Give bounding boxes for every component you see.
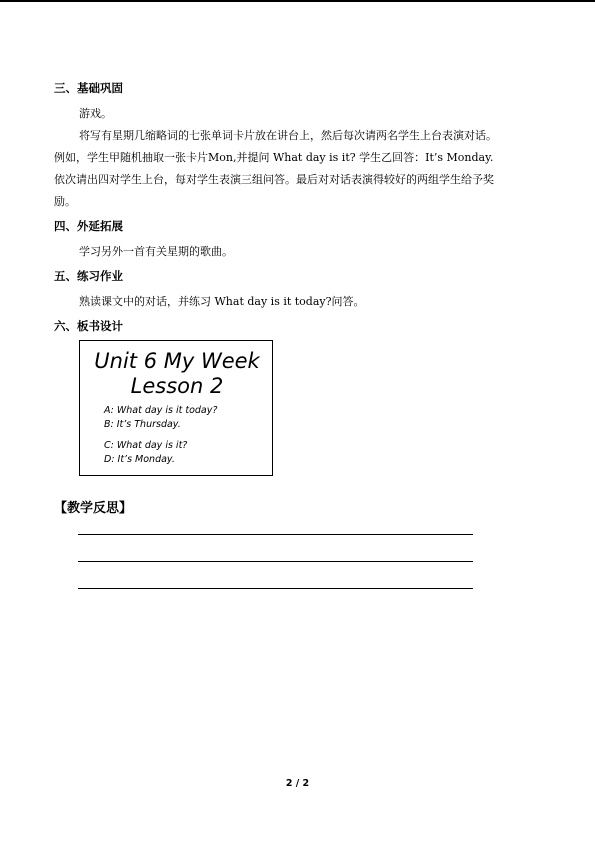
board-line-d: D: It’s Monday. [104,454,175,465]
section-4-heading: 四、外延拓展 [54,219,123,233]
board-title-unit: Unit 6 My Week [94,349,260,373]
writing-line [78,534,473,535]
writing-line [78,588,473,589]
top-rule [0,0,595,2]
board-line-b: B: It’s Thursday. [104,419,181,430]
section-3-line-2: 将写有星期几缩略词的七张单词卡片放在讲台上，然后每次请两名学生上台表演对话。 [79,129,497,142]
board-line-c: C: What day is it? [104,440,188,451]
section-5-heading: 五、练习作业 [54,269,123,283]
reflection-heading: 【教学反思】 [54,501,133,516]
blackboard-design [79,340,273,476]
section-3-line-4: 依次请出四对学生上台，每对学生表演三组问答。最后对对话表演得较好的两组学生给予奖 [54,173,494,186]
writing-line [78,561,473,562]
board-line-a: A: What day is it today? [104,405,218,416]
section-3-line-3: 例如，学生甲随机抽取一张卡片Mon,并提问 What day is it? 学生乙回答：It’s Monday. [54,151,494,164]
section-6-heading: 六、板书设计 [54,319,123,333]
section-3-heading: 三、基础巩固 [54,81,123,95]
board-title-lesson: Lesson 2 [130,374,224,398]
page-number: 2 / 2 [285,778,310,789]
section-3-line-5: 励。 [54,195,76,208]
section-4-line-1: 学习另外一首有关星期的歌曲。 [79,245,233,258]
section-3-line-1: 游戏。 [79,107,112,120]
section-5-line-1: 熟读课文中的对话，并练习 What day is it today?问答。 [79,295,365,308]
